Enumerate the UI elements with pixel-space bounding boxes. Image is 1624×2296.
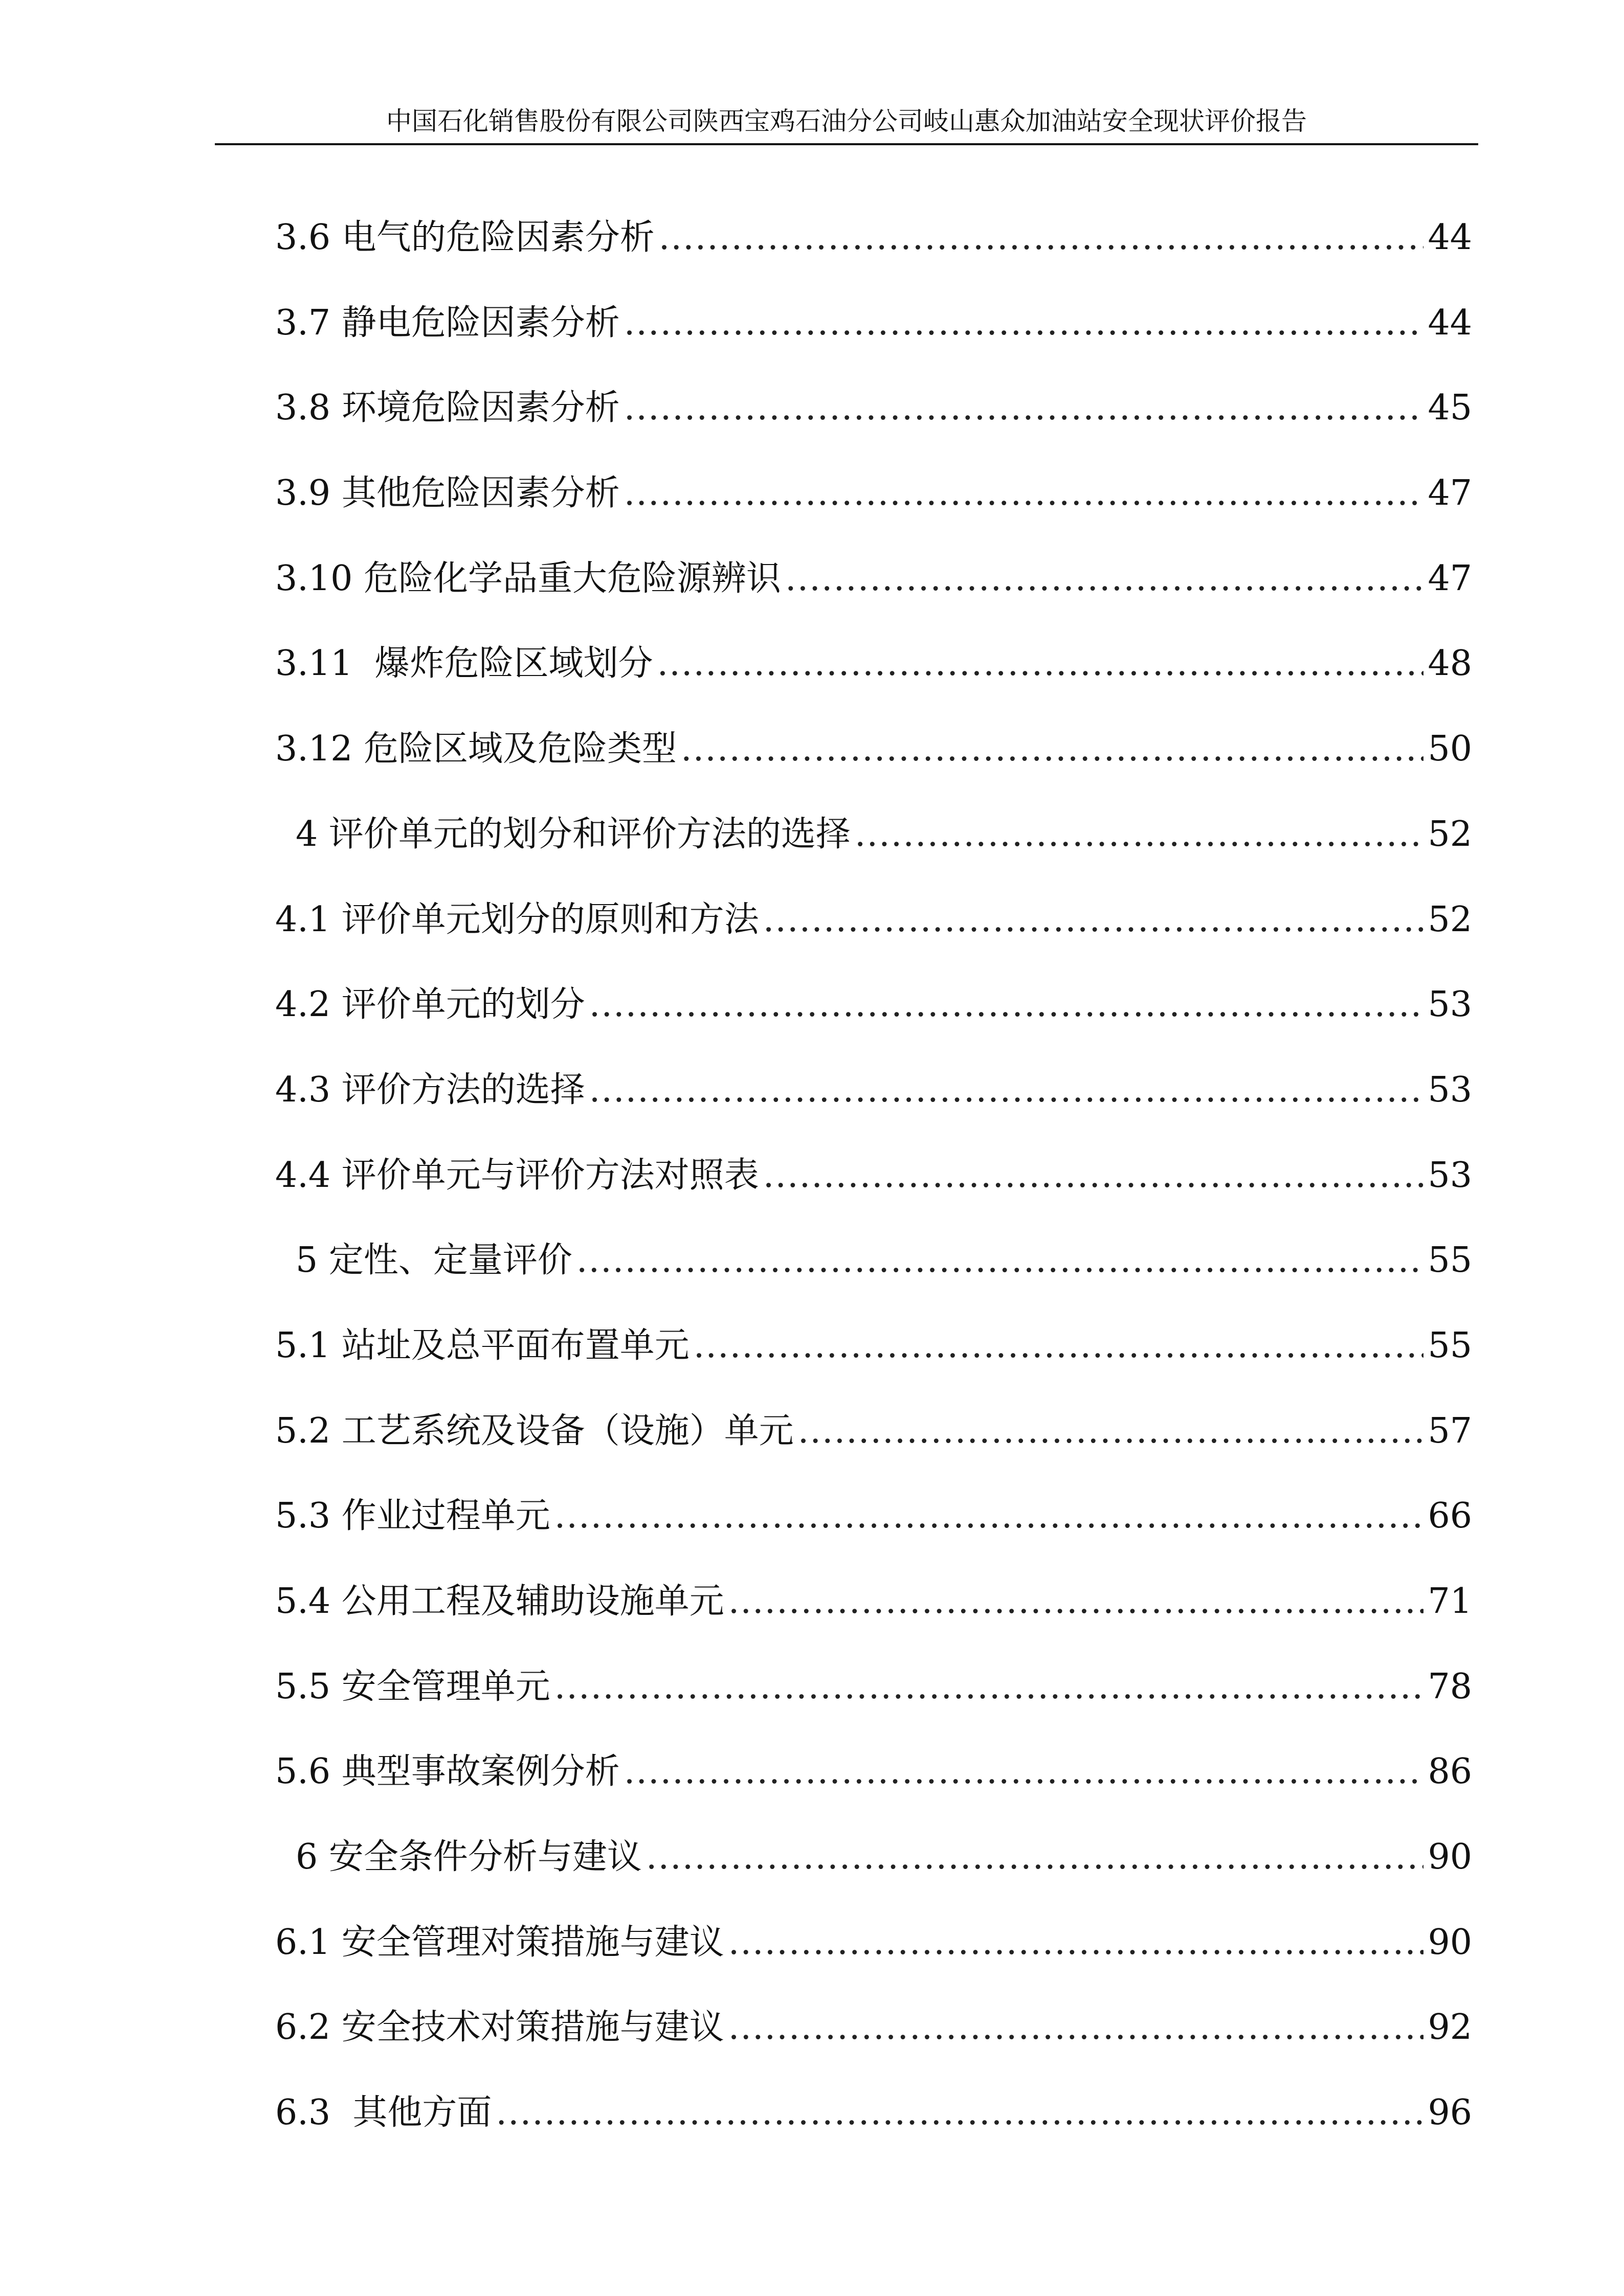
toc-entry-title: 5.6 典型事故案例分析 (275, 1751, 620, 1792)
table-of-contents (275, 212, 1472, 2173)
toc-entry[interactable] (275, 1320, 1472, 1406)
toc-entry[interactable] (275, 298, 1472, 383)
toc-entry[interactable] (275, 468, 1472, 553)
toc-entry[interactable] (275, 1235, 1472, 1320)
toc-dot-leader (624, 468, 1424, 519)
toc-page-number: 92 (1428, 2007, 1472, 2048)
toc-entry-title: 6 安全条件分析与建议 (296, 1837, 642, 1878)
toc-entry[interactable] (275, 2087, 1472, 2173)
toc-entry[interactable] (275, 1576, 1472, 1661)
toc-dot-leader (659, 212, 1424, 263)
toc-dot-leader (496, 2087, 1423, 2139)
toc-dot-leader (624, 298, 1424, 349)
toc-entry-title: 3.10 危险化学品重大危险源辨识 (275, 558, 782, 599)
toc-page-number: 52 (1428, 899, 1472, 940)
toc-entry[interactable] (275, 382, 1472, 468)
toc-dot-leader (798, 1406, 1424, 1457)
toc-entry[interactable] (275, 1661, 1472, 1747)
toc-dot-leader (763, 1150, 1424, 1201)
toc-entry[interactable] (275, 1832, 1472, 1917)
toc-dot-leader (624, 1746, 1424, 1797)
toc-entry[interactable] (275, 894, 1472, 980)
toc-dot-leader (728, 2002, 1424, 2053)
toc-page-number: 53 (1428, 1069, 1472, 1110)
toc-entry-title: 3.9 其他危险因素分析 (275, 473, 620, 514)
toc-entry[interactable] (275, 638, 1472, 724)
toc-entry-title: 3.8 环境危险因素分析 (275, 388, 620, 429)
toc-page-number: 44 (1428, 217, 1472, 258)
toc-dot-leader (763, 894, 1424, 946)
toc-entry-title: 6.1 安全管理对策措施与建议 (275, 1922, 724, 1963)
toc-entry-title: 6.3 其他方面 (275, 2092, 492, 2133)
toc-entry-title: 5.5 安全管理单元 (275, 1666, 550, 1707)
toc-page-number: 55 (1428, 1240, 1472, 1281)
toc-entry-title: 3.7 静电危险因素分析 (275, 302, 620, 343)
toc-dot-leader (589, 1065, 1424, 1116)
toc-dot-leader (576, 1235, 1424, 1286)
toc-dot-leader (646, 1832, 1424, 1883)
toc-page-number: 71 (1428, 1581, 1472, 1622)
toc-page-number: 47 (1428, 473, 1472, 514)
toc-entry-title: 4.3 评价方法的选择 (275, 1069, 585, 1110)
toc-entry-title: 5.3 作业过程单元 (275, 1496, 550, 1537)
toc-page-number: 55 (1428, 1325, 1472, 1366)
toc-page-number: 44 (1428, 302, 1472, 343)
toc-entry-title: 3.6 电气的危险因素分析 (275, 217, 655, 258)
toc-dot-leader (728, 1576, 1424, 1627)
toc-dot-leader (694, 1320, 1424, 1371)
toc-entry[interactable] (275, 1406, 1472, 1491)
toc-dot-leader (657, 638, 1424, 689)
toc-entry-title: 5.4 公用工程及辅助设施单元 (275, 1581, 724, 1622)
toc-page-number: 53 (1428, 1155, 1472, 1196)
toc-page-number: 45 (1428, 388, 1472, 429)
toc-entry[interactable] (275, 1491, 1472, 1576)
toc-entry[interactable] (275, 1150, 1472, 1235)
toc-entry[interactable] (275, 979, 1472, 1065)
toc-entry-title: 5 定性、定量评价 (296, 1240, 572, 1281)
toc-page-number: 48 (1428, 643, 1472, 684)
toc-entry-title: 4.1 评价单元划分的原则和方法 (275, 899, 759, 940)
toc-page-number: 90 (1428, 1922, 1472, 1963)
toc-page-number: 57 (1428, 1410, 1472, 1451)
toc-entry[interactable] (275, 809, 1472, 894)
toc-page-number: 47 (1428, 558, 1472, 599)
toc-entry-title: 5.2 工艺系统及设备（设施）单元 (275, 1410, 794, 1451)
toc-entry[interactable] (275, 1065, 1472, 1150)
toc-entry[interactable] (275, 724, 1472, 809)
toc-dot-leader (681, 724, 1423, 775)
toc-entry-title: 4 评价单元的划分和评价方法的选择 (296, 814, 851, 854)
toc-page-number: 78 (1428, 1666, 1472, 1707)
toc-entry-title: 4.2 评价单元的划分 (275, 984, 585, 1025)
toc-entry[interactable] (275, 1746, 1472, 1832)
toc-dot-leader (554, 1491, 1424, 1542)
header-divider (215, 143, 1478, 145)
toc-page-number: 66 (1428, 1496, 1472, 1537)
toc-entry-title: 3.12 危险区域及危险类型 (275, 729, 677, 770)
toc-page-number: 52 (1428, 814, 1472, 854)
toc-entry[interactable] (275, 553, 1472, 639)
toc-entry-title: 3.11 爆炸危险区域划分 (275, 643, 653, 684)
toc-page-number: 90 (1428, 1837, 1472, 1878)
toc-page-number: 86 (1428, 1751, 1472, 1792)
toc-dot-leader (554, 1661, 1424, 1713)
toc-dot-leader (855, 809, 1424, 860)
running-header: 中国石化销售股份有限公司陕西宝鸡石油分公司岐山惠众加油站安全现状评价报告 (386, 106, 1307, 136)
toc-dot-leader (624, 382, 1424, 434)
toc-page-number: 96 (1428, 2092, 1472, 2133)
toc-dot-leader (728, 1917, 1424, 1968)
toc-dot-leader (785, 553, 1423, 604)
toc-entry[interactable] (275, 212, 1472, 298)
toc-dot-leader (589, 979, 1424, 1030)
toc-page-number: 53 (1428, 984, 1472, 1025)
toc-entry[interactable] (275, 1917, 1472, 2002)
toc-entry-title: 5.1 站址及总平面布置单元 (275, 1325, 689, 1366)
toc-page-number: 50 (1428, 729, 1472, 770)
toc-entry-title: 4.4 评价单元与评价方法对照表 (275, 1155, 759, 1196)
toc-entry-title: 6.2 安全技术对策措施与建议 (275, 2007, 724, 2048)
toc-entry[interactable] (275, 2002, 1472, 2087)
